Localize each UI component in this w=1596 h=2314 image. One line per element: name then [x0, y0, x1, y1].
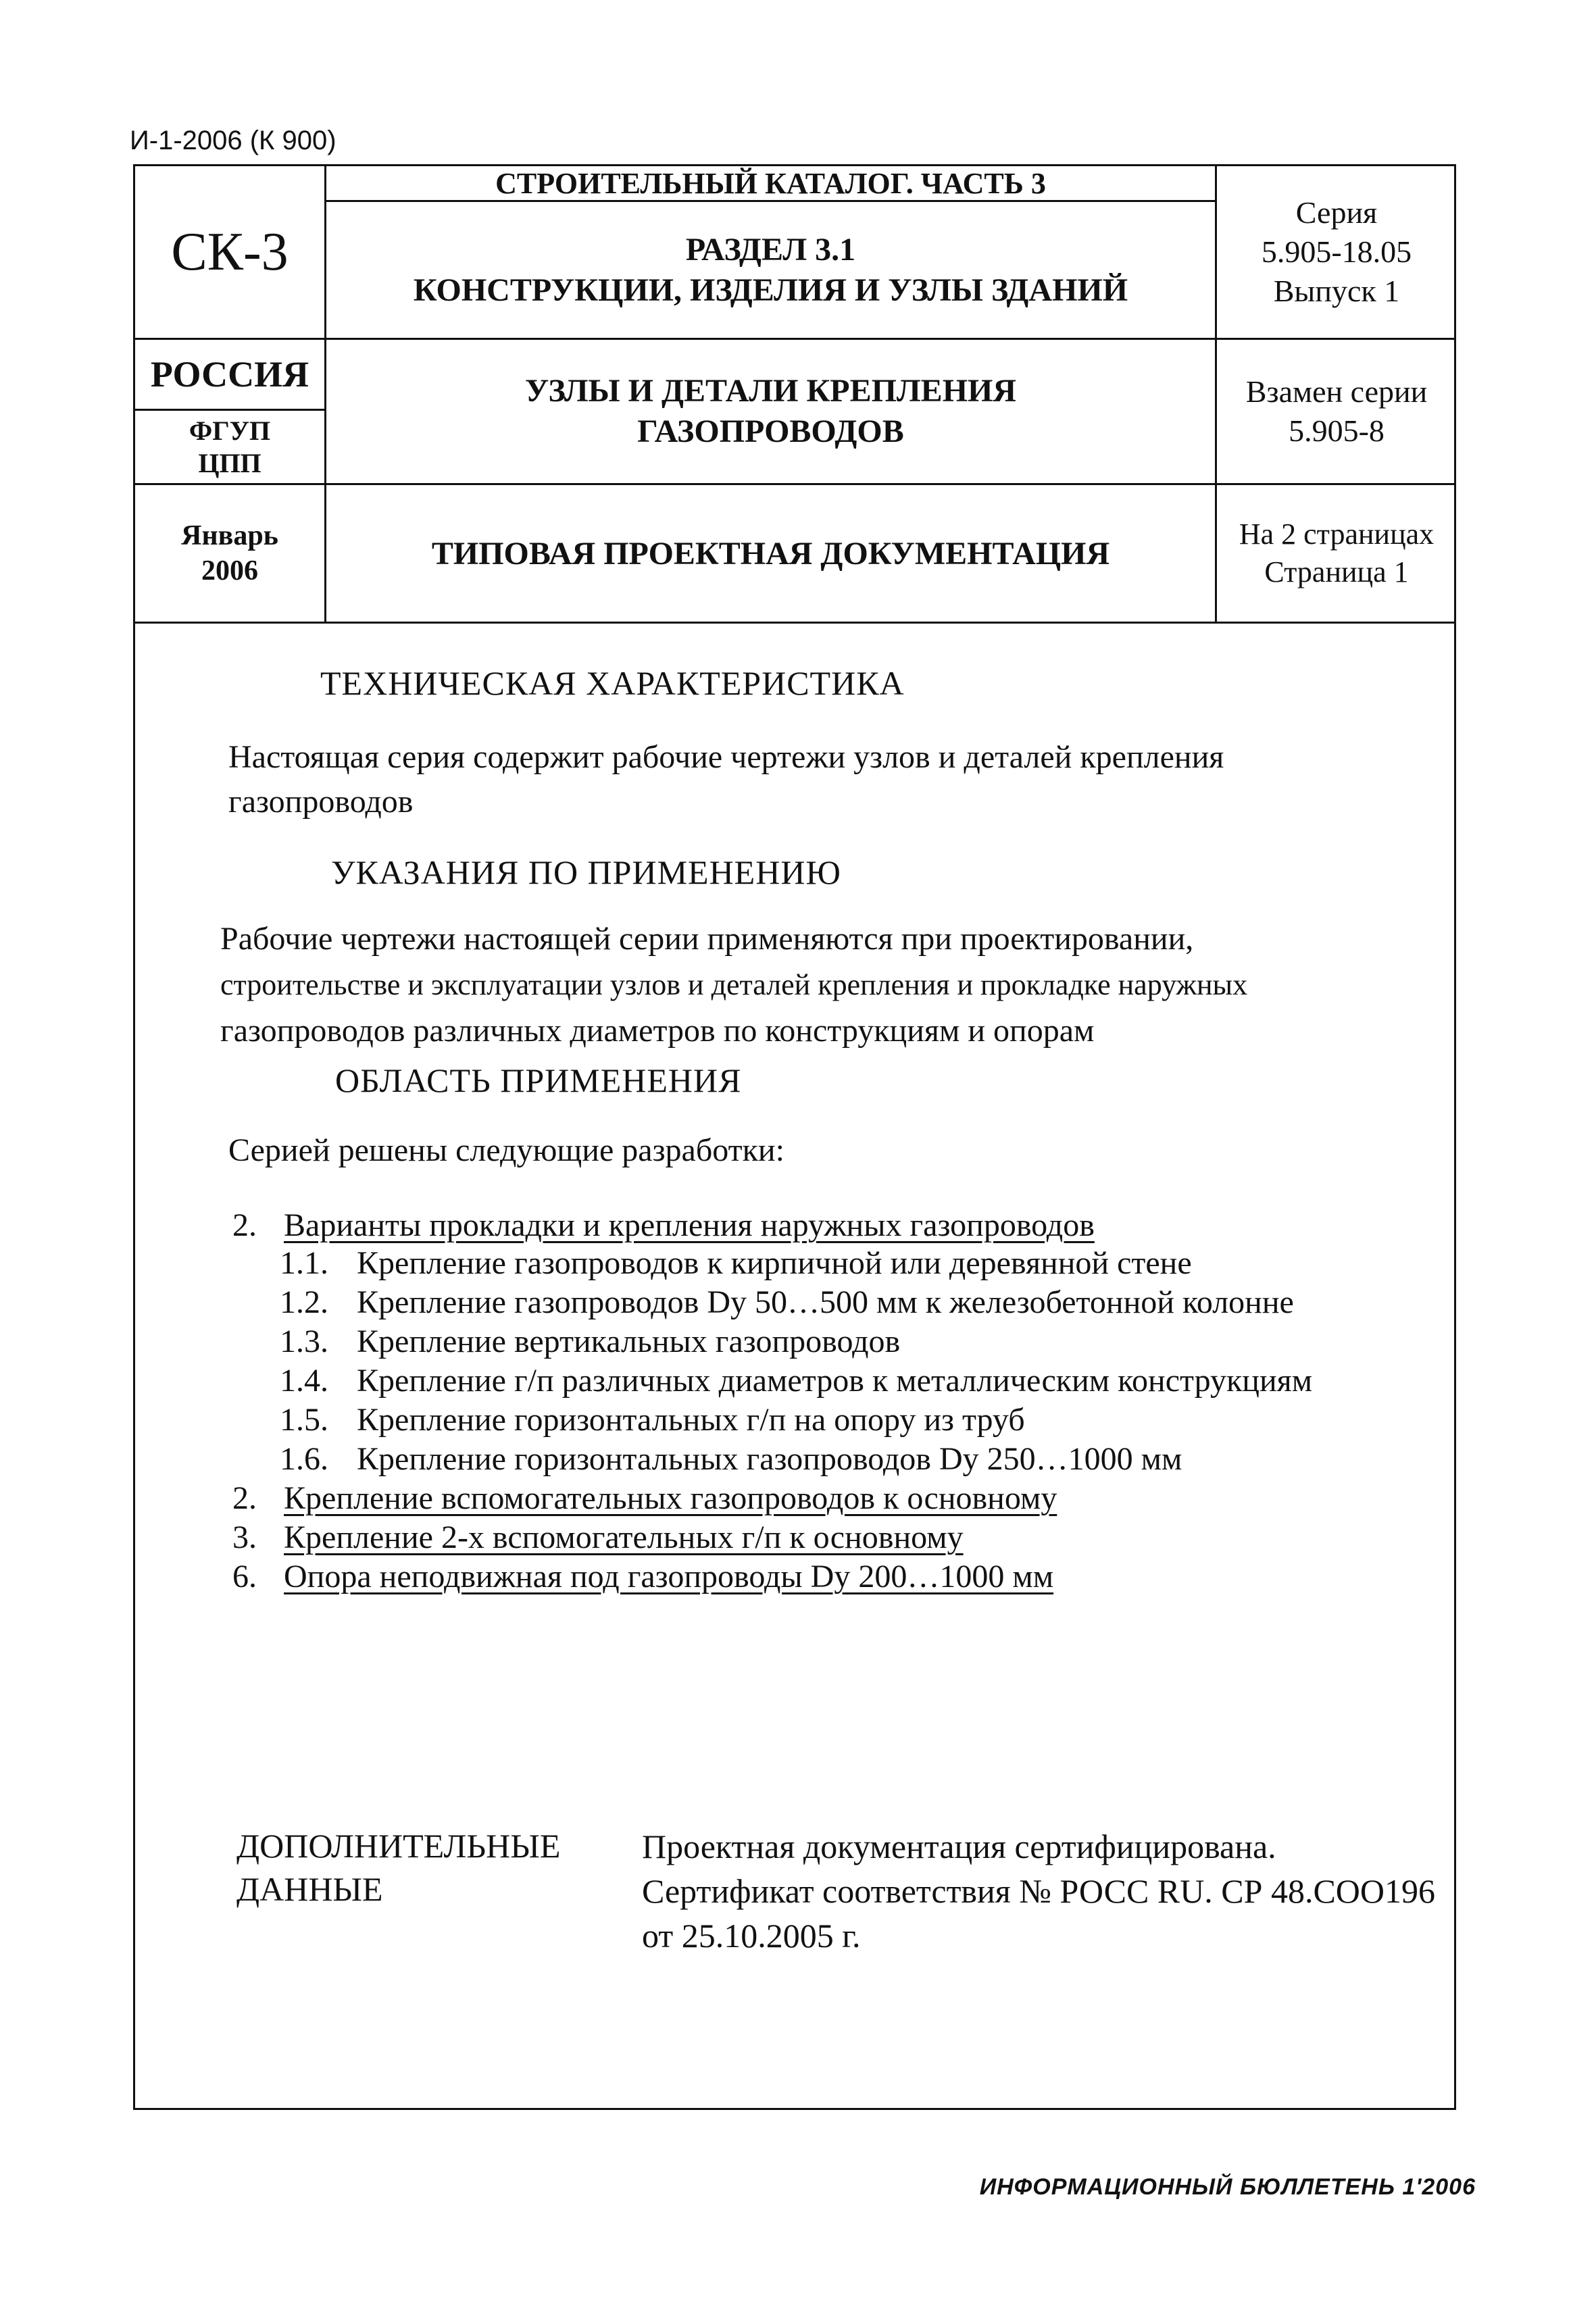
section-cell: [326, 202, 1215, 338]
subject-line2: ГАЗОПРОВОДОВ: [637, 413, 904, 449]
date-cell: [135, 485, 324, 622]
list-item: 2.: [232, 1207, 257, 1243]
issue-label: Выпуск 1: [1273, 274, 1400, 308]
series-number: 5.905-18.05: [1261, 234, 1412, 269]
catalog-title: СТРОИТЕЛЬНЫЙ КАТАЛОГ. ЧАСТЬ 3: [495, 166, 1046, 200]
cert-line3: от 25.10.2005 г.: [642, 1917, 861, 1955]
series-cell: [1217, 166, 1456, 338]
doc-type-cell: [326, 485, 1215, 622]
list-item: 1.2.: [280, 1284, 328, 1320]
sk-code: СК-3: [171, 222, 289, 282]
list-item-text: Крепление газопроводов к кирпичной или деревянной стене: [357, 1245, 1192, 1281]
org-cell: [135, 411, 324, 483]
cert-line2: Сертификат соответствия № РОСС RU. СР 48.СОО196: [642, 1872, 1436, 1910]
list-item: 2.: [232, 1480, 257, 1516]
date-month: Январь: [181, 520, 278, 551]
list-item: 1.5.: [280, 1402, 328, 1438]
certificate-block: [642, 1824, 1435, 1958]
list-item-text: Крепление вспомогательных газопроводов к основному: [284, 1480, 1057, 1516]
replaces-number: 5.905-8: [1289, 413, 1385, 448]
list-item: 1.6.: [280, 1441, 328, 1477]
replaces-label: Взамен серии: [1245, 374, 1428, 409]
subject-cell: [326, 340, 1215, 483]
tech-text-line2: газопроводов: [228, 784, 414, 820]
list-item-text: Крепление газопроводов Dy 50…500 мм к железобетонной колонне: [357, 1284, 1294, 1320]
usage-heading: УКАЗАНИЯ ПО ПРИМЕНЕНИЮ: [331, 853, 841, 891]
usage-text-line1: Рабочие чертежи настоящей серии применяются при проектировании,: [220, 921, 1194, 957]
list-item: 1.1.: [280, 1245, 328, 1281]
replaces-cell: [1217, 340, 1456, 483]
usage-text-line2: строительстве и эксплуатации узлов и деталей крепления и прокладке наружных: [220, 968, 1248, 1001]
bulletin-footer: ИНФОРМАЦИОННЫЙ БЮЛЛЕТЕНЬ 1'2006: [979, 2174, 1476, 2200]
sk-code-cell: [135, 166, 324, 338]
list-item-text: Крепление горизонтальных газопроводов Dy 250…1000 мм: [357, 1441, 1182, 1477]
cert-line1: Проектная документация сертифицирована.: [642, 1828, 1276, 1865]
usage-text-line3: газопроводов различных диаметров по конструкциям и опорам: [220, 1013, 1095, 1049]
scope-heading: ОБЛАСТЬ ПРИМЕНЕНИЯ: [335, 1061, 742, 1099]
series-label: Серия: [1295, 195, 1378, 230]
list-item-text: Крепление г/п различных диаметров к металлическим конструкциям: [357, 1363, 1313, 1399]
list-item-text: Крепление горизонтальных г/п на опору из труб: [357, 1402, 1025, 1438]
page-current: Страница 1: [1264, 555, 1409, 588]
doc-type: ТИПОВАЯ ПРОЕКТНАЯ ДОКУМЕНТАЦИЯ: [431, 535, 1110, 572]
subject-line1: УЗЛЫ И ДЕТАЛИ КРЕПЛЕНИЯ: [524, 373, 1017, 409]
additional-label-line2: ДАННЫЕ: [236, 1870, 383, 1908]
list-item: 6.: [232, 1559, 257, 1594]
list-item: 1.4.: [280, 1363, 328, 1399]
document-code: И-1-2006 (К 900): [130, 126, 336, 155]
additional-label: [236, 1824, 560, 1911]
list-item-text: Крепление вертикальных газопроводов: [357, 1324, 901, 1359]
list-item: 3.: [232, 1519, 257, 1555]
org-name: ЦПП: [198, 447, 261, 478]
list-item-text: Варианты прокладки и крепления наружных газопроводов: [284, 1207, 1095, 1243]
country: РОССИЯ: [150, 354, 309, 395]
usage-text: [220, 916, 1247, 1054]
pages-cell: [1217, 485, 1456, 622]
tech-text-line1: Настоящая серия содержит рабочие чертежи узлов и деталей крепления: [228, 739, 1224, 775]
list-item-text: Крепление 2-х вспомогательных г/п к основному: [284, 1519, 964, 1555]
additional-label-line1: ДОПОЛНИТЕЛЬНЫЕ: [236, 1827, 561, 1865]
tech-heading: ТЕХНИЧЕСКАЯ ХАРАКТЕРИСТИКА: [320, 664, 905, 702]
scope-intro: Серией решены следующие разработки:: [228, 1132, 784, 1168]
section-number: РАЗДЕЛ 3.1: [685, 231, 856, 268]
list-item: 1.3.: [280, 1324, 328, 1359]
country-cell: [135, 340, 324, 409]
list-item-text: Опора неподвижная под газопроводы Dy 200…1000 мм: [284, 1559, 1054, 1594]
tech-text: [228, 735, 1224, 824]
org-type: ФГУП: [189, 415, 271, 446]
section-title: КОНСТРУКЦИИ, ИЗДЕЛИЯ И УЗЛЫ ЗДАНИЙ: [413, 272, 1128, 308]
pages-total: На 2 страницах: [1239, 518, 1435, 551]
date-year: 2006: [201, 555, 258, 586]
catalog-title-cell: [326, 166, 1215, 200]
